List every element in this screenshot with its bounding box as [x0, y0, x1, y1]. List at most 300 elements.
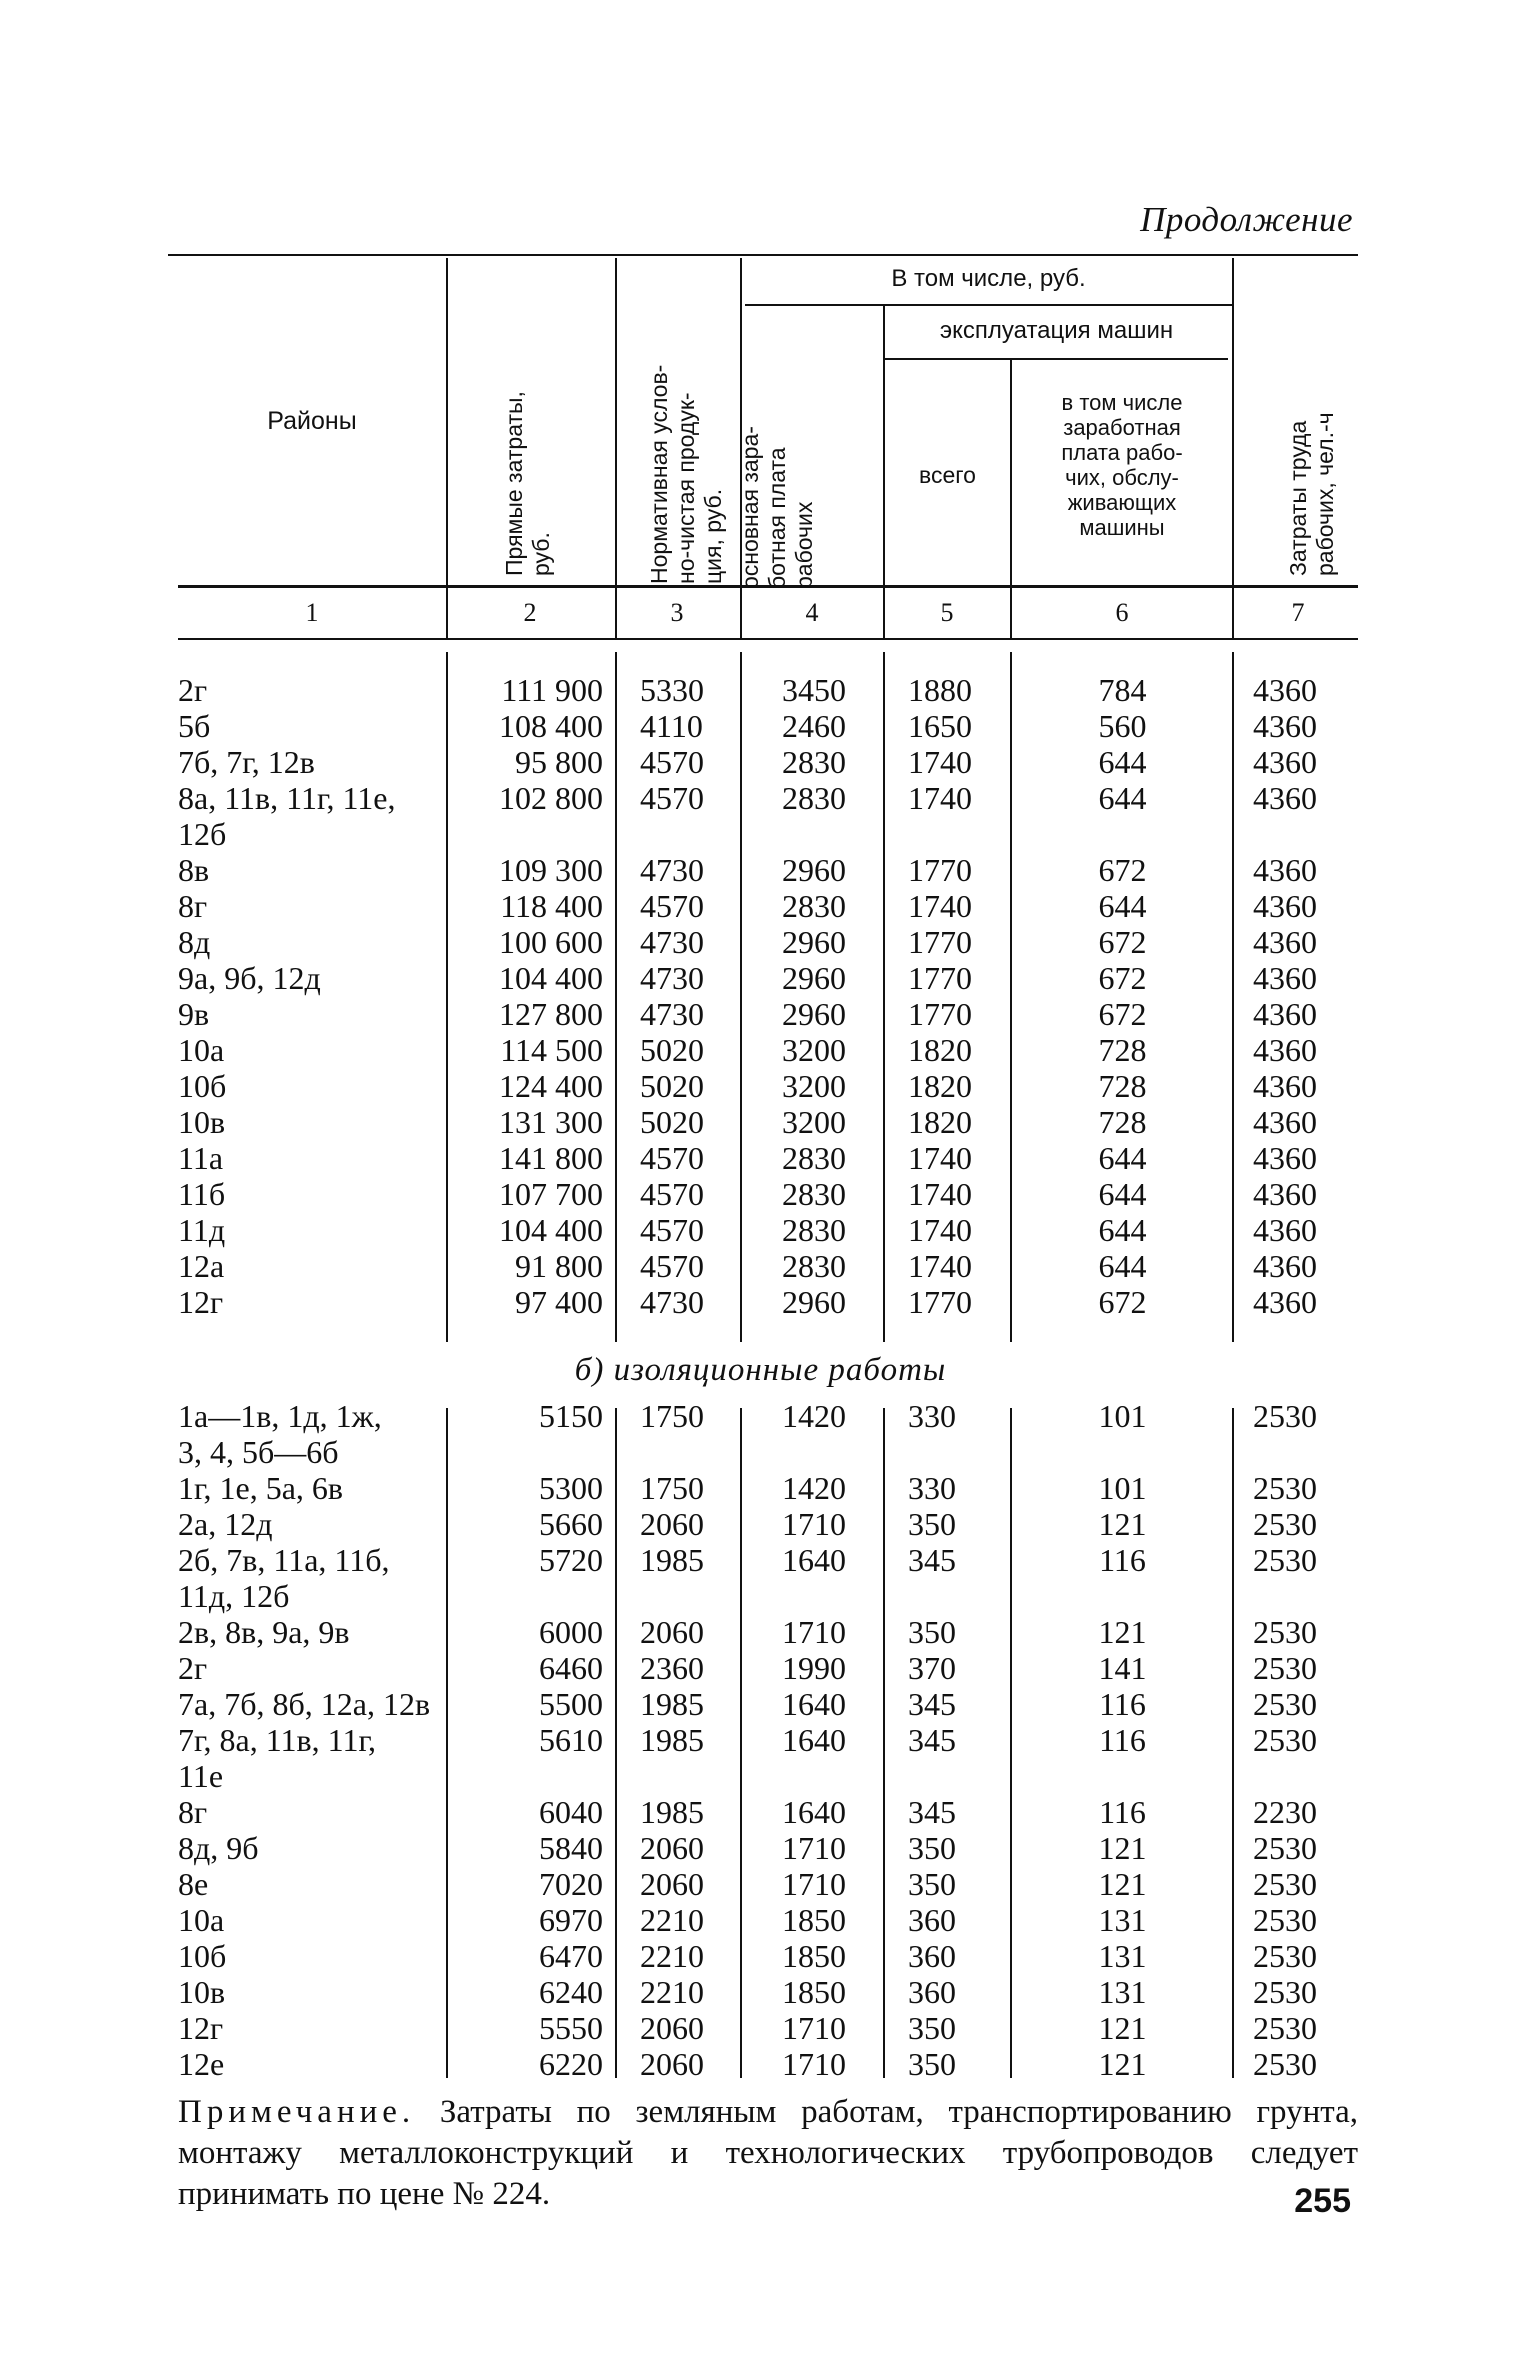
table-row-continuation: [0, 1434, 1521, 1470]
direct-costs-cell: 5610: [539, 1722, 603, 1758]
machine-wages-cell: 672: [1098, 996, 1147, 1032]
machine-total-cell: 1740: [908, 780, 972, 816]
header-normative-production: Нормативная услов- но-чистая продук- ция, руб.: [646, 364, 726, 584]
table-row: [0, 2010, 1521, 2046]
base-wages-cell: 1420: [782, 1398, 846, 1434]
machine-total-cell: 1820: [908, 1068, 972, 1104]
base-wages-cell: 2960: [782, 1284, 846, 1320]
header-regions: Районы: [267, 407, 357, 435]
direct-costs-cell: 131 300: [499, 1104, 603, 1140]
region-cell: 10б: [178, 1938, 227, 1974]
machine-wages-cell: 121: [1098, 1830, 1147, 1866]
column-number-7: 7: [1291, 598, 1305, 627]
footnote-text: Затраты по земляным работам, транспортированию грунта, монтажу металлоконструкций и технологических трубопроводов следует принимать по цене № 224.: [178, 2094, 1359, 2212]
normative-production-cell: 4730: [640, 1284, 704, 1320]
normative-production-cell: 2210: [640, 1974, 704, 2010]
machine-total-cell: 1650: [908, 708, 972, 744]
base-wages-cell: 1710: [782, 2046, 846, 2082]
machine-total-cell: 350: [908, 2046, 956, 2082]
machine-wages-cell: 121: [1098, 1506, 1147, 1542]
direct-costs-cell: 6470: [539, 1938, 603, 1974]
table-row: [0, 672, 1521, 708]
direct-costs-cell: 6220: [539, 2046, 603, 2082]
base-wages-cell: 1640: [782, 1794, 846, 1830]
labor-costs-cell: 2530: [1253, 1866, 1317, 1902]
header-including-group: В том числе, руб.: [891, 265, 1086, 292]
table-row: [0, 996, 1521, 1032]
direct-costs-cell: 6460: [539, 1650, 603, 1686]
machine-wages-cell: 728: [1098, 1068, 1147, 1104]
labor-costs-cell: 2230: [1253, 1794, 1317, 1830]
normative-production-cell: 4110: [640, 708, 703, 744]
machine-total-cell: 345: [908, 1542, 956, 1578]
normative-production-cell: 5020: [640, 1104, 704, 1140]
machine-wages-cell: 644: [1098, 1248, 1147, 1284]
normative-production-cell: 1985: [640, 1542, 704, 1578]
direct-costs-cell: 108 400: [499, 708, 603, 744]
region-cell: 10в: [178, 1104, 226, 1140]
base-wages-cell: 2460: [782, 708, 846, 744]
machine-total-cell: 1770: [908, 852, 972, 888]
machine-wages-cell: 644: [1098, 1212, 1147, 1248]
region-cell: 2в, 8в, 9а, 9в: [178, 1614, 350, 1650]
direct-costs-cell: 7020: [539, 1866, 603, 1902]
region-cell: 11д: [178, 1212, 226, 1248]
base-wages-cell: 1710: [782, 1614, 846, 1650]
region-cell: 7г, 8а, 11в, 11г,: [178, 1722, 376, 1758]
labor-costs-cell: 4360: [1253, 1176, 1317, 1212]
region-cell: 1г, 1е, 5а, 6в: [178, 1470, 344, 1506]
labor-costs-cell: 4360: [1253, 924, 1317, 960]
region-cell: 8г: [178, 1794, 208, 1830]
direct-costs-cell: 95 800: [515, 744, 603, 780]
machine-total-cell: 350: [908, 2010, 956, 2046]
machine-total-cell: 360: [908, 1938, 956, 1974]
normative-production-cell: 2060: [640, 1506, 704, 1542]
labor-costs-cell: 2530: [1253, 1542, 1317, 1578]
region-cell: 2г: [178, 672, 208, 708]
machine-total-cell: 345: [908, 1722, 956, 1758]
direct-costs-cell: 6970: [539, 1902, 603, 1938]
machine-wages-cell: 121: [1098, 1866, 1147, 1902]
machine-wages-cell: 672: [1098, 924, 1147, 960]
direct-costs-cell: 6240: [539, 1974, 603, 2010]
base-wages-cell: 3200: [782, 1032, 846, 1068]
table-row: [0, 1032, 1521, 1068]
machine-total-cell: 1740: [908, 1176, 972, 1212]
machine-wages-cell: 131: [1098, 1938, 1147, 1974]
normative-production-cell: 4570: [640, 1176, 704, 1212]
table-row: [0, 2046, 1521, 2082]
base-wages-cell: 2830: [782, 1212, 846, 1248]
direct-costs-cell: 5660: [539, 1506, 603, 1542]
region-cell: 11а: [178, 1140, 224, 1176]
table-row: [0, 1830, 1521, 1866]
direct-costs-cell: 109 300: [499, 852, 603, 888]
machine-total-cell: 1740: [908, 1212, 972, 1248]
labor-costs-cell: 2530: [1253, 2010, 1317, 2046]
base-wages-cell: 1850: [782, 1902, 846, 1938]
direct-costs-cell: 5150: [539, 1398, 603, 1434]
direct-costs-cell: 124 400: [499, 1068, 603, 1104]
normative-production-cell: 4570: [640, 888, 704, 924]
machine-total-cell: 350: [908, 1866, 956, 1902]
region-cell: 8в: [178, 852, 210, 888]
region-cell: 2б, 7в, 11а, 11б,: [178, 1542, 390, 1578]
table-row-continuation: [0, 1578, 1521, 1614]
base-wages-cell: 2960: [782, 852, 846, 888]
base-wages-cell: 2960: [782, 996, 846, 1032]
direct-costs-cell: 107 700: [499, 1176, 603, 1212]
table-row: [0, 1974, 1521, 2010]
direct-costs-cell: 5720: [539, 1542, 603, 1578]
header-vline-2: [615, 258, 617, 638]
direct-costs-cell: 91 800: [515, 1248, 603, 1284]
normative-production-cell: 4570: [640, 744, 704, 780]
base-wages-cell: 2960: [782, 924, 846, 960]
base-wages-cell: 3200: [782, 1104, 846, 1140]
continuation-label: Продолжение: [1140, 200, 1353, 239]
normative-production-cell: 5020: [640, 1032, 704, 1068]
table-row: [0, 708, 1521, 744]
machine-wages-cell: 784: [1098, 672, 1147, 708]
subgroup-rule: [885, 358, 1228, 360]
region-cell: 12г: [178, 2010, 224, 2046]
region-cell-continuation: 11е: [178, 1758, 224, 1794]
labor-costs-cell: 4360: [1253, 1140, 1317, 1176]
direct-costs-cell: 111 900: [501, 672, 603, 708]
machine-wages-cell: 121: [1098, 1614, 1147, 1650]
header-base-wages: основная зара- ботная плата рабочих: [737, 426, 817, 589]
table-row: [0, 888, 1521, 924]
region-cell-continuation: 11д, 12б: [178, 1578, 290, 1614]
normative-production-cell: 5330: [640, 672, 704, 708]
header-machine-wages: в том числе заработная плата рабо- чих, обслу- живающих машины: [1061, 390, 1183, 540]
base-wages-cell: 1640: [782, 1686, 846, 1722]
base-wages-cell: 1850: [782, 1938, 846, 1974]
base-wages-cell: 2830: [782, 1140, 846, 1176]
table-row: [0, 1794, 1521, 1830]
labor-costs-cell: 2530: [1253, 2046, 1317, 2082]
region-cell: 10в: [178, 1974, 226, 2010]
column-number-5: 5: [940, 598, 954, 627]
machine-total-cell: 1770: [908, 996, 972, 1032]
base-wages-cell: 1640: [782, 1722, 846, 1758]
base-wages-cell: 2830: [782, 1248, 846, 1284]
direct-costs-cell: 5840: [539, 1830, 603, 1866]
normative-production-cell: 1985: [640, 1686, 704, 1722]
machine-wages-cell: 728: [1098, 1104, 1147, 1140]
direct-costs-cell: 97 400: [515, 1284, 603, 1320]
column-number-1: 1: [305, 598, 319, 627]
normative-production-cell: 4730: [640, 960, 704, 996]
region-cell: 2а, 12д: [178, 1506, 273, 1542]
region-cell: 11б: [178, 1176, 226, 1212]
base-wages-cell: 1710: [782, 1506, 846, 1542]
table-row: [0, 1902, 1521, 1938]
labor-costs-cell: 4360: [1253, 1284, 1317, 1320]
base-wages-cell: 3200: [782, 1068, 846, 1104]
direct-costs-cell: 5550: [539, 2010, 603, 2046]
machine-total-cell: 330: [908, 1470, 956, 1506]
labor-costs-cell: 4360: [1253, 1212, 1317, 1248]
table-row: [0, 1470, 1521, 1506]
machine-wages-cell: 141: [1098, 1650, 1147, 1686]
machine-total-cell: 345: [908, 1794, 956, 1830]
table-row: [0, 852, 1521, 888]
machine-total-cell: 350: [908, 1830, 956, 1866]
normative-production-cell: 1985: [640, 1794, 704, 1830]
table-row: [0, 1104, 1521, 1140]
machine-total-cell: 345: [908, 1686, 956, 1722]
labor-costs-cell: 4360: [1253, 1068, 1317, 1104]
direct-costs-cell: 6040: [539, 1794, 603, 1830]
normative-production-cell: 1985: [640, 1722, 704, 1758]
machine-wages-cell: 116: [1099, 1722, 1146, 1758]
table-row: [0, 1068, 1521, 1104]
labor-costs-cell: 4360: [1253, 1032, 1317, 1068]
machine-total-cell: 370: [908, 1650, 956, 1686]
table-row-continuation: [0, 1758, 1521, 1794]
labor-costs-cell: 4360: [1253, 744, 1317, 780]
machine-total-cell: 1740: [908, 744, 972, 780]
header-labor-costs: Затраты труда рабочих, чел.-ч: [1285, 412, 1338, 576]
table-row: [0, 1284, 1521, 1320]
section-b-title: б) изоляционные работы: [574, 1352, 947, 1388]
machine-total-cell: 1880: [908, 672, 972, 708]
table-row-continuation: [0, 816, 1521, 852]
region-cell: 8г: [178, 888, 208, 924]
base-wages-cell: 2960: [782, 960, 846, 996]
machine-total-cell: 350: [908, 1506, 956, 1542]
region-cell: 12а: [178, 1248, 225, 1284]
base-wages-cell: 1850: [782, 1974, 846, 2010]
labor-costs-cell: 4360: [1253, 960, 1317, 996]
labor-costs-cell: 2530: [1253, 1974, 1317, 2010]
table-row: [0, 1248, 1521, 1284]
labor-costs-cell: 2530: [1253, 1902, 1317, 1938]
machine-wages-cell: 101: [1098, 1470, 1147, 1506]
machine-total-cell: 1770: [908, 924, 972, 960]
machine-wages-cell: 131: [1098, 1902, 1147, 1938]
machine-total-cell: 1820: [908, 1104, 972, 1140]
direct-costs-cell: 5300: [539, 1470, 603, 1506]
region-cell: 7а, 7б, 8б, 12а, 12в: [178, 1686, 431, 1722]
labor-costs-cell: 2530: [1253, 1470, 1317, 1506]
page-number: 255: [1294, 2182, 1351, 2220]
region-cell: 5б: [178, 708, 211, 744]
machine-wages-cell: 560: [1098, 708, 1147, 744]
normative-production-cell: 4570: [640, 1140, 704, 1176]
footnote: [178, 2092, 1358, 2215]
labor-costs-cell: 4360: [1253, 1104, 1317, 1140]
region-cell: 8д, 9б: [178, 1830, 259, 1866]
base-wages-cell: 1420: [782, 1470, 846, 1506]
table-row: [0, 1938, 1521, 1974]
normative-production-cell: 2060: [640, 2010, 704, 2046]
machine-wages-cell: 672: [1098, 852, 1147, 888]
normative-production-cell: 1750: [640, 1470, 704, 1506]
machine-total-cell: 1740: [908, 1140, 972, 1176]
machine-total-cell: 1740: [908, 1248, 972, 1284]
normative-production-cell: 2360: [640, 1650, 704, 1686]
region-cell: 10а: [178, 1902, 225, 1938]
direct-costs-cell: 5500: [539, 1686, 603, 1722]
base-wages-cell: 1990: [782, 1650, 846, 1686]
machine-total-cell: 350: [908, 1614, 956, 1650]
machine-wages-cell: 728: [1098, 1032, 1147, 1068]
base-wages-cell: 1640: [782, 1542, 846, 1578]
normative-production-cell: 1750: [640, 1398, 704, 1434]
machine-wages-cell: 131: [1098, 1974, 1147, 2010]
region-cell: 8д: [178, 924, 211, 960]
normative-production-cell: 2060: [640, 1866, 704, 1902]
normative-production-cell: 5020: [640, 1068, 704, 1104]
column-number-4: 4: [805, 598, 819, 627]
region-cell-continuation: 3, 4, 5б—6б: [178, 1434, 339, 1470]
normative-production-cell: 2060: [640, 1830, 704, 1866]
direct-costs-cell: 6000: [539, 1614, 603, 1650]
machine-wages-cell: 672: [1098, 960, 1147, 996]
table-row: [0, 1176, 1521, 1212]
region-cell: 10а: [178, 1032, 225, 1068]
table-row: [0, 1614, 1521, 1650]
labor-costs-cell: 4360: [1253, 672, 1317, 708]
region-cell: 9в: [178, 996, 210, 1032]
table-row: [0, 1140, 1521, 1176]
labor-costs-cell: 4360: [1253, 1248, 1317, 1284]
region-cell: 8е: [178, 1866, 209, 1902]
normative-production-cell: 2210: [640, 1938, 704, 1974]
labor-costs-cell: 4360: [1253, 888, 1317, 924]
region-cell: 12е: [178, 2046, 225, 2082]
machine-total-cell: 360: [908, 1974, 956, 2010]
labor-costs-cell: 2530: [1253, 1830, 1317, 1866]
direct-costs-cell: 104 400: [499, 1212, 603, 1248]
header-vline-1: [446, 258, 448, 638]
column-number-3: 3: [670, 598, 684, 627]
table-row: [0, 1398, 1521, 1434]
machine-wages-cell: 644: [1098, 744, 1147, 780]
column-number-2: 2: [523, 598, 537, 627]
region-cell: 2г: [178, 1650, 208, 1686]
normative-production-cell: 4730: [640, 924, 704, 960]
machine-wages-cell: 644: [1098, 1176, 1147, 1212]
machine-total-cell: 1770: [908, 1284, 972, 1320]
region-cell: 1а—1в, 1д, 1ж,: [178, 1398, 382, 1434]
direct-costs-cell: 118 400: [500, 888, 603, 924]
table-row: [0, 1542, 1521, 1578]
normative-production-cell: 2210: [640, 1902, 704, 1938]
region-cell-continuation: 12б: [178, 816, 227, 852]
machine-total-cell: 1820: [908, 1032, 972, 1068]
direct-costs-cell: 102 800: [499, 780, 603, 816]
labor-costs-cell: 4360: [1253, 780, 1317, 816]
labor-costs-cell: 2530: [1253, 1686, 1317, 1722]
machine-total-cell: 1740: [908, 888, 972, 924]
table-row: [0, 744, 1521, 780]
normative-production-cell: 4730: [640, 996, 704, 1032]
region-cell: 10б: [178, 1068, 227, 1104]
machine-wages-cell: 644: [1098, 888, 1147, 924]
normative-production-cell: 4730: [640, 852, 704, 888]
footnote-label: Примечание.: [178, 2094, 416, 2130]
header-total: всего: [919, 462, 976, 488]
header-vline-6: [1232, 258, 1234, 638]
machine-wages-cell: 116: [1099, 1794, 1146, 1830]
base-wages-cell: 1710: [782, 1866, 846, 1902]
machine-wages-cell: 121: [1098, 2010, 1147, 2046]
labor-costs-cell: 2530: [1253, 1506, 1317, 1542]
labor-costs-cell: 2530: [1253, 1938, 1317, 1974]
labor-costs-cell: 4360: [1253, 852, 1317, 888]
header-machine-operation: эксплуатация машин: [939, 317, 1174, 344]
machine-wages-cell: 116: [1099, 1686, 1146, 1722]
region-cell: 7б, 7г, 12в: [178, 744, 315, 780]
base-wages-cell: 2830: [782, 780, 846, 816]
labor-costs-cell: 2530: [1253, 1650, 1317, 1686]
machine-wages-cell: 644: [1098, 1140, 1147, 1176]
normative-production-cell: 4570: [640, 1248, 704, 1284]
labor-costs-cell: 2530: [1253, 1614, 1317, 1650]
header-top-rule: [168, 254, 1358, 256]
machine-wages-cell: 644: [1098, 780, 1147, 816]
base-wages-cell: 2830: [782, 744, 846, 780]
machine-wages-cell: 116: [1099, 1542, 1146, 1578]
base-wages-cell: 3450: [782, 672, 846, 708]
normative-production-cell: 2060: [640, 1614, 704, 1650]
region-cell: 8а, 11в, 11г, 11е,: [178, 780, 396, 816]
table-row: [0, 1212, 1521, 1248]
machine-total-cell: 1770: [908, 960, 972, 996]
base-wages-cell: 2830: [782, 888, 846, 924]
direct-costs-cell: 127 800: [499, 996, 603, 1032]
direct-costs-cell: 114 500: [500, 1032, 603, 1068]
table-row: [0, 924, 1521, 960]
machine-total-cell: 330: [908, 1398, 956, 1434]
table-row: [0, 1650, 1521, 1686]
machine-wages-cell: 672: [1098, 1284, 1147, 1320]
column-number-6: 6: [1115, 598, 1129, 627]
table-row: [0, 780, 1521, 816]
normative-production-cell: 4570: [640, 1212, 704, 1248]
table-row: [0, 1866, 1521, 1902]
direct-costs-cell: 100 600: [499, 924, 603, 960]
labor-costs-cell: 4360: [1253, 708, 1317, 744]
normative-production-cell: 4570: [640, 780, 704, 816]
labor-costs-cell: 4360: [1253, 996, 1317, 1032]
base-wages-cell: 1710: [782, 2010, 846, 2046]
region-cell: 9а, 9б, 12д: [178, 960, 321, 996]
normative-production-cell: 2060: [640, 2046, 704, 2082]
machine-wages-cell: 101: [1098, 1398, 1147, 1434]
number-row-rule: [178, 638, 1358, 640]
table-row: [0, 960, 1521, 996]
labor-costs-cell: 2530: [1253, 1398, 1317, 1434]
header-direct-costs: Прямые затраты, руб.: [501, 391, 554, 576]
machine-wages-cell: 121: [1098, 2046, 1147, 2082]
base-wages-cell: 1710: [782, 1830, 846, 1866]
region-cell: 12г: [178, 1284, 224, 1320]
table-row: [0, 1722, 1521, 1758]
base-wages-cell: 2830: [782, 1176, 846, 1212]
direct-costs-cell: 104 400: [499, 960, 603, 996]
group-rule: [745, 304, 1232, 306]
direct-costs-cell: 141 800: [499, 1140, 603, 1176]
labor-costs-cell: 2530: [1253, 1722, 1317, 1758]
table-row: [0, 1506, 1521, 1542]
table-row: [0, 1686, 1521, 1722]
